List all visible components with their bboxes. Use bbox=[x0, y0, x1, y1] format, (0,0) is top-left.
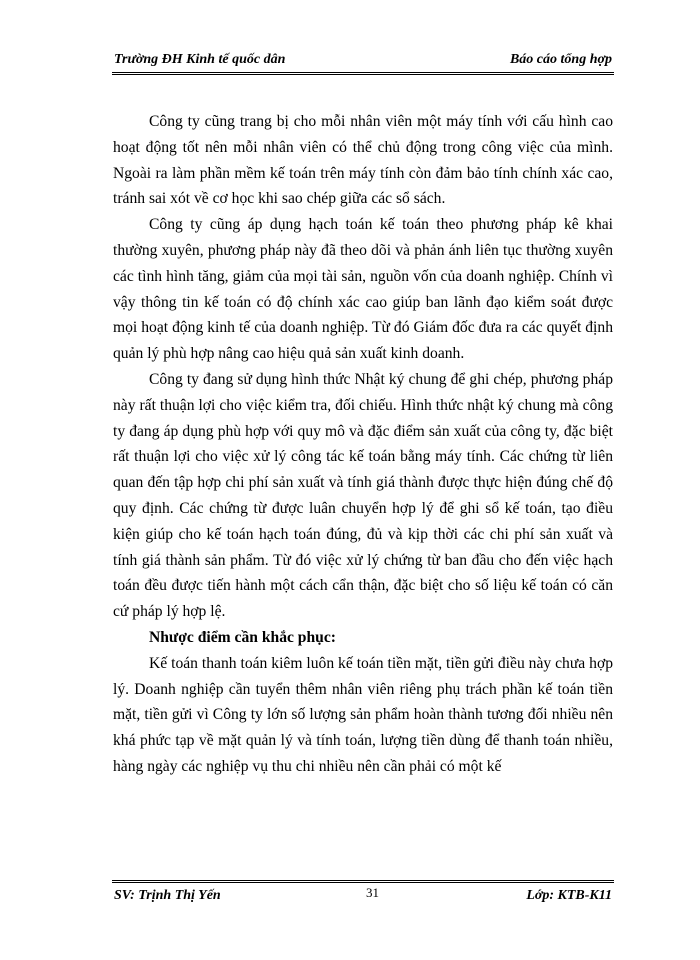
footer-student-name: SV: Trịnh Thị Yến bbox=[114, 888, 221, 903]
body-paragraph: Công ty cũng trang bị cho mỗi nhân viên một máy tính với cấu hình cao hoạt động tốt nên mỗi nhân viên có thể chủ động trong công việc của mình. Ngoài ra làm phần mềm kế toán trên máy tính còn đảm bảo tính chính xác cao, tránh sai xót về cơ học khi sao chép giữa các sổ sách. bbox=[113, 113, 613, 208]
footer-class-name: Lớp: KTB-K11 bbox=[526, 888, 612, 903]
body-paragraph: Kế toán thanh toán kiêm luôn kế toán tiền mặt, tiền gửi điều này chưa hợp lý. Doanh nghiệp cần tuyển thêm nhân viên riêng phụ trách phần kế toán tiền mặt, tiền gửi vì Công ty lớn số lượng sản phẩm hoàn thành tương đối nhiều nên khá phức tạp về mặt quản lý và tính toán, lượng tiền dùng để thanh toán nhiều, hàng ngày các nghiệp vụ thu chi nhiều nên cần phải có một kế bbox=[113, 654, 613, 775]
page-number: 31 bbox=[366, 885, 379, 900]
body-paragraph: Công ty đang sử dụng hình thức Nhật ký chung để ghi chép, phương pháp này rất thuận lợi cho việc kiểm tra, đối chiếu. Hình thức nhật ký chung mà công ty đang áp dụng phù hợp với quy mô và đặc điểm sản xuất của công ty, đặc biệt rất thuận lợi cho việc xử lý công tác kế toán bằng máy tính. Các chứng từ liên quan đến tập hợp chi phí sản xuất và tính giá thành được thực hiện đúng chế độ quy định. Các chứng từ được luân chuyển hợp lý để ghi sổ kế toán, tạo điều kiện giúp cho kế toán hạch toán đúng, đủ và kịp thời các chi phí sản xuất và tính giá thành sản phẩm. Từ đó việc xử lý chứng từ ban đầu cho đến việc hạch toán đều được tiến hành một cách cẩn thận, đặc biệt cho số liệu kế toán có căn cứ pháp lý hợp lệ. bbox=[113, 370, 613, 621]
page-footer bbox=[112, 886, 614, 908]
header-divider bbox=[112, 72, 614, 75]
footer-divider bbox=[112, 880, 614, 883]
section-heading: Nhược điểm cần khắc phục: bbox=[149, 628, 336, 646]
page-header bbox=[112, 52, 614, 74]
header-school-name: Trường ĐH Kinh tế quốc dân bbox=[114, 52, 286, 67]
body-paragraph: Công ty cũng áp dụng hạch toán kế toán theo phương pháp kê khai thường xuyên, phương pháp này đã theo dõi và phản ánh liên tục thường xuyên các tình hình tăng, giảm của mọi tài sản, nguồn vốn của doanh nghiệp. Chính vì vậy thông tin kế toán có độ chính xác cao giúp ban lãnh đạo kiểm soát được mọi hoạt động kinh tế của doanh nghiệp. Từ đó Giám đốc đưa ra các quyết định quản lý phù hợp nâng cao hiệu quả sản xuất kinh doanh. bbox=[113, 216, 613, 363]
document-body bbox=[113, 109, 613, 780]
header-report-title: Báo cáo tổng hợp bbox=[509, 52, 612, 67]
